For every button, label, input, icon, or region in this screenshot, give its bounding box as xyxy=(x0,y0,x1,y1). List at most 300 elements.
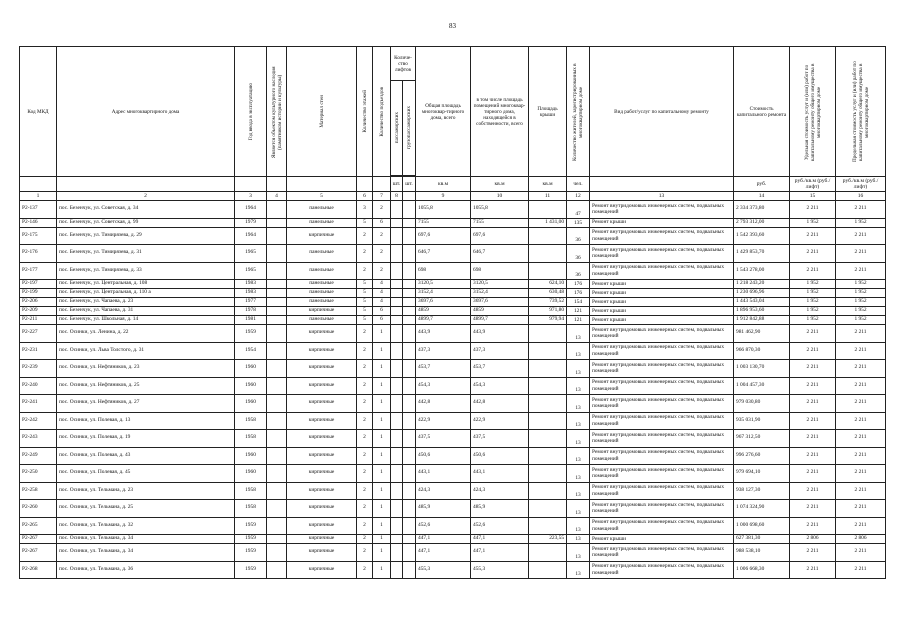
cell-roof-area: 630,48 xyxy=(529,289,567,298)
cell-work-type: Ремонт внутридомовых инженерных систем, подвальных помещений xyxy=(590,342,734,360)
cell-owned-area: 4859 xyxy=(471,307,529,316)
cell-wall: панельные xyxy=(287,280,357,289)
cell-owned-area: 455,3 xyxy=(471,561,529,579)
cell-work-type: Ремонт крыши xyxy=(590,307,734,316)
cell-lifts-freight xyxy=(403,342,416,360)
capital-repair-register-table xyxy=(19,46,886,579)
unit-cell xyxy=(20,177,57,192)
cell-work-type: Ремонт внутридомовых инженерных систем, подвальных помещений xyxy=(590,482,734,500)
cell-address: пос. Безенчук, ул. Тимирязева, д. 33 xyxy=(57,262,235,280)
cell-roof-area xyxy=(529,325,567,343)
cell-total-area: 437,5 xyxy=(416,430,471,448)
cell-floors: 2 xyxy=(357,561,373,579)
cell-lifts-freight xyxy=(403,500,416,518)
cell-address: пос. Осинки, ул. Тельмана, д. 25 xyxy=(57,500,235,518)
cell-wall: кирпичные xyxy=(287,517,357,535)
table-row xyxy=(20,307,886,316)
cell-work-type: Ремонт внутридомовых инженерных систем, подвальных помещений xyxy=(590,561,734,579)
cell-wall: панельные xyxy=(287,218,357,227)
table-row xyxy=(20,465,886,483)
cell-entrances: 1 xyxy=(373,544,391,562)
cell-floors: 2 xyxy=(357,412,373,430)
cell-owned-area: 443,1 xyxy=(471,465,529,483)
table-row xyxy=(20,316,886,325)
cell-residents: 13 xyxy=(567,395,590,413)
cell-floors: 5 xyxy=(357,280,373,289)
cell-floors: 5 xyxy=(357,316,373,325)
cell-residents: 13 xyxy=(567,544,590,562)
cell-year: 1958 xyxy=(235,500,267,518)
cell-heritage xyxy=(267,482,287,500)
cell-total-area: 447,1 xyxy=(416,544,471,562)
col-number: 4 xyxy=(267,192,287,201)
cell-unit-cost: 2 211 xyxy=(790,377,836,395)
cell-code: Р2-243 xyxy=(20,430,57,448)
cell-owned-area: 3697,6 xyxy=(471,298,529,307)
cell-total-area: 4899,7 xyxy=(416,316,471,325)
cell-address: пос. Осинки, ул. Тельмана, д. 23 xyxy=(57,482,235,500)
cell-owned-area: 442,8 xyxy=(471,395,529,413)
cell-code: Р2-227 xyxy=(20,325,57,343)
cell-heritage xyxy=(267,377,287,395)
cell-unit-cost: 2 211 xyxy=(790,201,836,219)
cell-lifts-freight xyxy=(403,447,416,465)
cell-year: 1960 xyxy=(235,395,267,413)
cell-lifts-freight xyxy=(403,307,416,316)
cell-limit-cost: 1 952 xyxy=(836,280,886,289)
cell-wall: кирпичные xyxy=(287,430,357,448)
table-header xyxy=(20,47,886,201)
cell-lifts-pass xyxy=(391,218,403,227)
cell-heritage xyxy=(267,342,287,360)
cell-address: пос. Безенчук, ул. Советская, д. 99 xyxy=(57,218,235,227)
cell-roof-area xyxy=(529,561,567,579)
cell-total-area: 698 xyxy=(416,262,471,280)
cell-lifts-pass xyxy=(391,447,403,465)
unit-cell xyxy=(235,177,267,192)
col-number xyxy=(403,192,416,201)
unit-cell xyxy=(287,177,357,192)
cell-lifts-freight xyxy=(403,517,416,535)
cell-heritage xyxy=(267,262,287,280)
cell-owned-area: 485,9 xyxy=(471,500,529,518)
cell-limit-cost: 1 952 xyxy=(836,218,886,227)
cell-heritage xyxy=(267,280,287,289)
cell-year: 1958 xyxy=(235,482,267,500)
unit-cell xyxy=(357,177,373,192)
cell-year: 1959 xyxy=(235,325,267,343)
cell-repair-cost: 1 429 853,70 xyxy=(734,245,790,263)
cell-year: 1959 xyxy=(235,561,267,579)
cell-address: пос. Безенчук, ул. Тимирязева, д. 29 xyxy=(57,227,235,245)
cell-repair-cost: 935 031,90 xyxy=(734,412,790,430)
cell-roof-area: 739,52 xyxy=(529,298,567,307)
cell-floors: 2 xyxy=(357,465,373,483)
cell-entrances: 4 xyxy=(373,298,391,307)
cell-unit-cost: 2 211 xyxy=(790,227,836,245)
cell-address: пос. Осинки, ул. Тельмана, д. 36 xyxy=(57,561,235,579)
cell-address: пос. Осинки, ул. Полевая, д. 13 xyxy=(57,412,235,430)
cell-repair-cost: 1 074 324,90 xyxy=(734,500,790,518)
table-row xyxy=(20,544,886,562)
cell-unit-cost: 2 211 xyxy=(790,325,836,343)
cell-lifts-pass xyxy=(391,395,403,413)
cell-owned-area: 450,6 xyxy=(471,447,529,465)
cell-residents: 13 xyxy=(567,561,590,579)
cell-year: 1959 xyxy=(235,535,267,544)
cell-limit-cost: 2 211 xyxy=(836,500,886,518)
cell-entrances: 1 xyxy=(373,430,391,448)
cell-wall: панельные xyxy=(287,316,357,325)
table-row xyxy=(20,561,886,579)
cell-code: Р2-250 xyxy=(20,465,57,483)
cell-entrances: 4 xyxy=(373,289,391,298)
table-row xyxy=(20,280,886,289)
table-body xyxy=(20,201,886,579)
cell-lifts-pass xyxy=(391,201,403,219)
cell-repair-cost: 979 694,10 xyxy=(734,465,790,483)
cell-floors: 2 xyxy=(357,262,373,280)
cell-code: Р2-197 xyxy=(20,280,57,289)
cell-entrances: 1 xyxy=(373,482,391,500)
cell-floors: 2 xyxy=(357,544,373,562)
cell-code: Р2-209 xyxy=(20,307,57,316)
cell-entrances: 1 xyxy=(373,517,391,535)
cell-owned-area: 3120,5 xyxy=(471,280,529,289)
cell-wall: кирпичные xyxy=(287,544,357,562)
cell-repair-cost: 627 381,30 xyxy=(734,535,790,544)
cell-floors: 2 xyxy=(357,360,373,378)
cell-total-area: 443,1 xyxy=(416,465,471,483)
cell-floors: 2 xyxy=(357,447,373,465)
col-number: 7 xyxy=(373,192,391,201)
table-row xyxy=(20,430,886,448)
cell-code: Р2-267 xyxy=(20,535,57,544)
cell-residents: 13 xyxy=(567,465,590,483)
cell-lifts-freight xyxy=(403,218,416,227)
cell-limit-cost: 2 211 xyxy=(836,342,886,360)
cell-address: пос. Осинки, ул. Тельмана, д. 32 xyxy=(57,517,235,535)
cell-lifts-freight xyxy=(403,298,416,307)
cell-owned-area: 454,3 xyxy=(471,377,529,395)
cell-work-type: Ремонт внутридомовых инженерных систем, подвальных помещений xyxy=(590,395,734,413)
cell-total-area: 443,9 xyxy=(416,325,471,343)
cell-year: 1964 xyxy=(235,201,267,219)
cell-roof-area: 971,80 xyxy=(529,307,567,316)
cell-lifts-freight xyxy=(403,377,416,395)
cell-unit-cost: 1 952 xyxy=(790,218,836,227)
cell-wall: кирпичные xyxy=(287,377,357,395)
cell-floors: 5 xyxy=(357,298,373,307)
cell-owned-area: 437,5 xyxy=(471,430,529,448)
cell-unit-cost: 2 211 xyxy=(790,395,836,413)
cell-total-area: 697,6 xyxy=(416,227,471,245)
header-heritage-cell xyxy=(267,47,287,177)
unit-owned-area: кв.м xyxy=(471,177,529,192)
cell-lifts-pass xyxy=(391,500,403,518)
cell-lifts-freight xyxy=(403,412,416,430)
cell-year: 1958 xyxy=(235,430,267,448)
cell-roof-area xyxy=(529,342,567,360)
cell-total-area: 442,8 xyxy=(416,395,471,413)
cell-lifts-pass xyxy=(391,280,403,289)
cell-residents: 121 xyxy=(567,307,590,316)
cell-work-type: Ремонт внутридомовых инженерных систем, подвальных помещений xyxy=(590,262,734,280)
cell-lifts-freight xyxy=(403,201,416,219)
column-numbers-row xyxy=(20,192,886,201)
cell-work-type: Ремонт внутридомовых инженерных систем, подвальных помещений xyxy=(590,377,734,395)
cell-unit-cost: 2 211 xyxy=(790,561,836,579)
cell-unit-cost: 2 211 xyxy=(790,430,836,448)
cell-roof-area xyxy=(529,377,567,395)
cell-total-area: 424,3 xyxy=(416,482,471,500)
cell-work-type: Ремонт внутридомовых инженерных систем, подвальных помещений xyxy=(590,201,734,219)
col-number: 8 xyxy=(391,192,403,201)
cell-wall: кирпичные xyxy=(287,500,357,518)
table-row xyxy=(20,360,886,378)
cell-floors: 2 xyxy=(357,395,373,413)
cell-address: пос. Осинки, ул. Нефтяников, д. 27 xyxy=(57,395,235,413)
cell-owned-area: 452,6 xyxy=(471,517,529,535)
cell-floors: 2 xyxy=(357,482,373,500)
cell-address: пос. Осинки, ул. Нефтяников, д. 25 xyxy=(57,377,235,395)
cell-address: пос. Безенчук, ул. Центральная, д. 108 xyxy=(57,280,235,289)
cell-roof-area xyxy=(529,447,567,465)
units-row xyxy=(20,177,886,192)
cell-floors: 3 xyxy=(357,201,373,219)
cell-code: Р2-249 xyxy=(20,447,57,465)
col-number: 2 xyxy=(57,192,235,201)
col-number: 3 xyxy=(235,192,267,201)
cell-residents: 13 xyxy=(567,482,590,500)
cell-year: 1959 xyxy=(235,544,267,562)
cell-limit-cost: 2 211 xyxy=(836,447,886,465)
cell-heritage xyxy=(267,544,287,562)
cell-lifts-freight xyxy=(403,262,416,280)
cell-address: пос. Безенчук, ул. Чапаева, д. 31 xyxy=(57,307,235,316)
page-number: 83 xyxy=(449,22,456,30)
cell-work-type: Ремонт крыши xyxy=(590,289,734,298)
cell-roof-area xyxy=(529,500,567,518)
cell-owned-area: 697,6 xyxy=(471,227,529,245)
cell-limit-cost: 2 211 xyxy=(836,561,886,579)
cell-address: пос. Осинки, ул. Полевая, д. 43 xyxy=(57,447,235,465)
cell-repair-cost: 1 443 543,04 xyxy=(734,298,790,307)
cell-residents: 135 xyxy=(567,218,590,227)
cell-repair-cost: 2 793 312,00 xyxy=(734,218,790,227)
cell-limit-cost: 1 952 xyxy=(836,316,886,325)
cell-floors: 2 xyxy=(357,377,373,395)
cell-entrances: 1 xyxy=(373,535,391,544)
cell-floors: 5 xyxy=(357,218,373,227)
cell-unit-cost: 2 806 xyxy=(790,535,836,544)
cell-repair-cost: 996 276,60 xyxy=(734,447,790,465)
col-number: 5 xyxy=(287,192,357,201)
cell-wall: панельные xyxy=(287,201,357,219)
header-address: Адрес многоквартирного дома xyxy=(57,47,235,177)
cell-address: пос. Осинки, ул. Полевая, д. 19 xyxy=(57,430,235,448)
cell-residents: 176 xyxy=(567,280,590,289)
header-heritage: Является объектом культурного наследия (памятником истории и культуры) xyxy=(270,65,283,158)
cell-owned-area: 646,7 xyxy=(471,245,529,263)
cell-unit-cost: 2 211 xyxy=(790,360,836,378)
cell-residents: 13 xyxy=(567,517,590,535)
header-lifts-pass-cell xyxy=(391,81,403,176)
cell-entrances: 1 xyxy=(373,325,391,343)
cell-roof-area xyxy=(529,517,567,535)
cell-entrances: 1 xyxy=(373,360,391,378)
cell-lifts-freight xyxy=(403,289,416,298)
col-number: 1 xyxy=(20,192,57,201)
cell-floors: 2 xyxy=(357,325,373,343)
cell-wall: кирпичные xyxy=(287,227,357,245)
cell-repair-cost: 988 538,10 xyxy=(734,544,790,562)
header-year-cell xyxy=(235,47,267,177)
cell-limit-cost: 2 211 xyxy=(836,544,886,562)
cell-year: 1960 xyxy=(235,465,267,483)
cell-repair-cost: 967 312,50 xyxy=(734,430,790,448)
cell-repair-cost: 1 004 457,30 xyxy=(734,377,790,395)
unit-lifts-freight: шт. xyxy=(403,177,416,192)
cell-limit-cost: 2 211 xyxy=(836,201,886,219)
cell-lifts-pass xyxy=(391,535,403,544)
cell-heritage xyxy=(267,245,287,263)
cell-total-area: 3120,5 xyxy=(416,280,471,289)
cell-lifts-pass xyxy=(391,517,403,535)
cell-unit-cost: 1 952 xyxy=(790,307,836,316)
cell-work-type: Ремонт внутридомовых инженерных систем, подвальных помещений xyxy=(590,447,734,465)
cell-year: 1983 xyxy=(235,289,267,298)
cell-total-area: 3152,4 xyxy=(416,289,471,298)
cell-address: пос. Безенчук, ул. Тимирязева, д. 31 xyxy=(57,245,235,263)
col-number: 9 xyxy=(416,192,471,201)
cell-address: пос. Осинки, ул. Тельмана, д. 34 xyxy=(57,535,235,544)
cell-wall: кирпичные xyxy=(287,307,357,316)
cell-owned-area: 4899,7 xyxy=(471,316,529,325)
cell-roof-area xyxy=(529,482,567,500)
cell-total-area: 485,9 xyxy=(416,500,471,518)
cell-heritage xyxy=(267,307,287,316)
cell-entrances: 1 xyxy=(373,412,391,430)
cell-lifts-freight xyxy=(403,325,416,343)
table-row xyxy=(20,262,886,280)
cell-lifts-pass xyxy=(391,325,403,343)
cell-limit-cost: 2 211 xyxy=(836,430,886,448)
cell-address: пос. Осинки, ул. Тельмана, д. 34 xyxy=(57,544,235,562)
cell-residents: 176 xyxy=(567,289,590,298)
cell-residents: 13 xyxy=(567,447,590,465)
cell-lifts-pass xyxy=(391,412,403,430)
cell-unit-cost: 2 211 xyxy=(790,465,836,483)
unit-lifts-pass: шт. xyxy=(391,177,403,192)
cell-code: Р2-175 xyxy=(20,227,57,245)
cell-address: пос. Безенчук, ул. Чапаева, д. 23 xyxy=(57,298,235,307)
cell-lifts-pass xyxy=(391,245,403,263)
cell-entrances: 2 xyxy=(373,201,391,219)
cell-entrances: 1 xyxy=(373,377,391,395)
cell-heritage xyxy=(267,561,287,579)
cell-unit-cost: 2 211 xyxy=(790,412,836,430)
cell-work-type: Ремонт внутридомовых инженерных систем, подвальных помещений xyxy=(590,227,734,245)
cell-heritage xyxy=(267,325,287,343)
cell-year: 1977 xyxy=(235,298,267,307)
cell-limit-cost: 2 211 xyxy=(836,325,886,343)
cell-residents: 154 xyxy=(567,298,590,307)
cell-repair-cost: 1 912 842,88 xyxy=(734,316,790,325)
cell-owned-area: 7155 xyxy=(471,218,529,227)
cell-total-area: 452,6 xyxy=(416,517,471,535)
cell-roof-area: 1 431,00 xyxy=(529,218,567,227)
cell-roof-area xyxy=(529,360,567,378)
table-row xyxy=(20,517,886,535)
cell-repair-cost: 1 543 278,00 xyxy=(734,262,790,280)
cell-wall: панельные xyxy=(287,298,357,307)
cell-wall: кирпичные xyxy=(287,325,357,343)
cell-code: Р2-177 xyxy=(20,262,57,280)
cell-heritage xyxy=(267,289,287,298)
cell-address: пос. Осинки, ул. Полевая, д. 45 xyxy=(57,465,235,483)
cell-code: Р2-146 xyxy=(20,218,57,227)
cell-owned-area: 453,7 xyxy=(471,360,529,378)
col-number: 14 xyxy=(734,192,790,201)
cell-heritage xyxy=(267,360,287,378)
cell-total-area: 454,3 xyxy=(416,377,471,395)
cell-total-area: 7155 xyxy=(416,218,471,227)
cell-address: пос. Осинки, ул. Нефтяников, д. 23 xyxy=(57,360,235,378)
cell-lifts-pass xyxy=(391,544,403,562)
cell-limit-cost: 2 211 xyxy=(836,262,886,280)
cell-lifts-pass xyxy=(391,289,403,298)
cell-floors: 2 xyxy=(357,517,373,535)
cell-wall: кирпичные xyxy=(287,342,357,360)
unit-roof-area: кв.м xyxy=(529,177,567,192)
cell-owned-area: 447,1 xyxy=(471,535,529,544)
cell-unit-cost: 2 211 xyxy=(790,262,836,280)
table-row xyxy=(20,447,886,465)
cell-wall: кирпичные xyxy=(287,561,357,579)
header-floors-cell xyxy=(357,47,373,177)
cell-entrances: 2 xyxy=(373,262,391,280)
cell-wall: кирпичные xyxy=(287,447,357,465)
cell-floors: 2 xyxy=(357,245,373,263)
cell-limit-cost: 1 952 xyxy=(836,307,886,316)
cell-wall: кирпичные xyxy=(287,482,357,500)
cell-entrances: 1 xyxy=(373,500,391,518)
cell-work-type: Ремонт внутридомовых инженерных систем, подвальных помещений xyxy=(590,517,734,535)
cell-repair-cost: 938 127,30 xyxy=(734,482,790,500)
cell-roof-area xyxy=(529,544,567,562)
cell-lifts-freight xyxy=(403,465,416,483)
header-lifts: Количе-ство лифтов xyxy=(391,47,416,81)
cell-code: Р2-240 xyxy=(20,377,57,395)
cell-limit-cost: 2 211 xyxy=(836,360,886,378)
cell-work-type: Ремонт внутридомовых инженерных систем, подвальных помещений xyxy=(590,360,734,378)
cell-repair-cost: 979 030,80 xyxy=(734,395,790,413)
cell-work-type: Ремонт внутридомовых инженерных систем, подвальных помещений xyxy=(590,325,734,343)
cell-address: пос. Осинки, ул. Ленина, д. 22 xyxy=(57,325,235,343)
cell-owned-area: 443,9 xyxy=(471,325,529,343)
cell-address: пос. Безенчук, ул. Центральная, д. 110 а xyxy=(57,289,235,298)
cell-heritage xyxy=(267,465,287,483)
cell-roof-area xyxy=(529,245,567,263)
cell-entrances: 1 xyxy=(373,447,391,465)
cell-lifts-freight xyxy=(403,482,416,500)
cell-code: Р2-258 xyxy=(20,482,57,500)
cell-year: 1978 xyxy=(235,307,267,316)
cell-lifts-pass xyxy=(391,377,403,395)
cell-residents: 13 xyxy=(567,360,590,378)
cell-work-type: Ремонт крыши xyxy=(590,280,734,289)
